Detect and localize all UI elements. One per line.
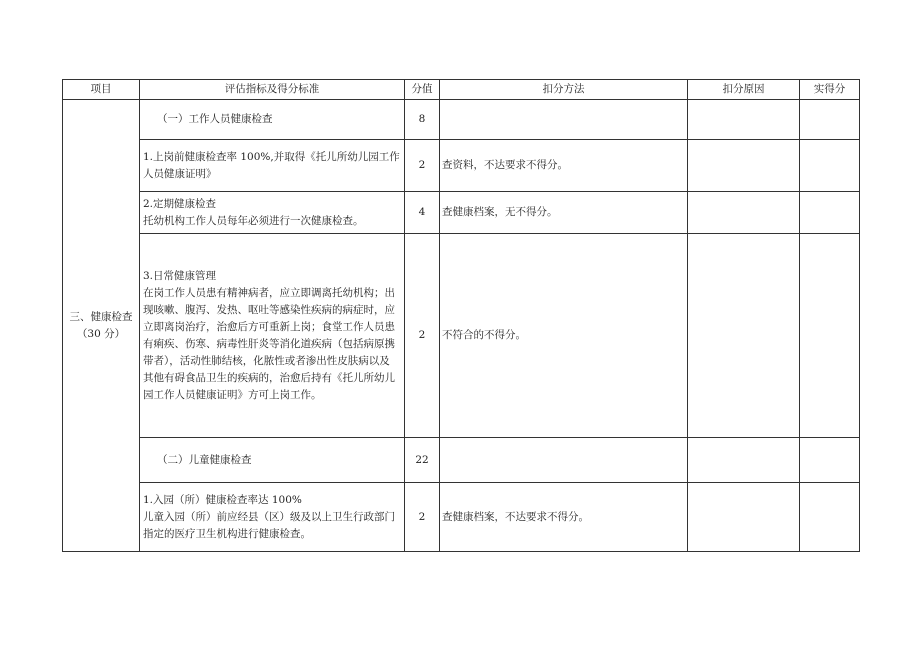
criteria-cell — [140, 100, 405, 140]
criteria-line: 托幼机构工作人员每年必须进行一次健康检查。 — [143, 214, 364, 227]
criteria-cell — [140, 192, 405, 234]
table-row — [63, 483, 860, 552]
actual-score-cell — [800, 234, 860, 438]
method-cell — [440, 100, 688, 140]
reason-cell — [688, 100, 800, 140]
actual-score-cell — [800, 483, 860, 552]
score-cell: 22 — [405, 438, 440, 483]
score-cell: 4 — [405, 192, 440, 234]
method-cell: 查健康档案，不达要求不得分。 — [440, 483, 688, 552]
header-actual: 实得分 — [800, 80, 860, 100]
criteria-heading: （一）工作人员健康检查 — [157, 113, 273, 125]
criteria-line: 园工作人员健康证明》方可上岗工作。 — [143, 388, 322, 401]
method-cell: 不符合的不得分。 — [440, 234, 688, 438]
score-cell: 2 — [405, 234, 440, 438]
method-cell: 查健康档案，无不得分。 — [440, 192, 688, 234]
criteria-line: 立即离岗治疗，治愈后方可重新上岗；食堂工作人员患 — [143, 320, 395, 333]
criteria-line: 现咳嗽、腹泻、发热、呕吐等感染性疾病的病症时，应 — [143, 303, 395, 316]
header-item: 项目 — [63, 80, 140, 100]
method-cell: 查资料，不达要求不得分。 — [440, 140, 688, 192]
actual-score-cell — [800, 438, 860, 483]
table-header-row — [63, 80, 860, 100]
evaluation-table — [62, 79, 860, 552]
reason-cell — [688, 438, 800, 483]
header-reason: 扣分原因 — [688, 80, 800, 100]
table-row — [63, 192, 860, 234]
actual-score-cell — [800, 140, 860, 192]
criteria-line: 有痢疾、伤寒、病毒性肝炎等消化道疾病（包括病原携 — [143, 337, 395, 350]
criteria-line: 带者），活动性肺结核，化脓性或者渗出性皮肤病以及 — [143, 354, 390, 367]
header-method: 扣分方法 — [440, 80, 688, 100]
score-cell: 8 — [405, 100, 440, 140]
criteria-line: 2.定期健康检查 — [143, 197, 217, 210]
section-points: （30 分） — [76, 327, 126, 340]
criteria-cell — [140, 140, 405, 192]
actual-score-cell — [800, 192, 860, 234]
table-row — [63, 234, 860, 438]
criteria-line: 儿童入园（所）前应经县（区）级及以上卫生行政部门 — [143, 510, 395, 523]
criteria-line: 1.上岗前健康检查率 100%,并取得《托儿所幼儿园工作 — [143, 150, 400, 163]
criteria-cell — [140, 438, 405, 483]
criteria-line: 其他有碍食品卫生的疾病的，治愈后持有《托儿所幼儿 — [143, 371, 395, 384]
criteria-cell — [140, 234, 405, 438]
criteria-line: 指定的医疗卫生机构进行健康检查。 — [143, 527, 311, 540]
section-cell — [63, 100, 140, 552]
section-name: 三、健康检查 — [69, 310, 133, 323]
score-cell: 2 — [405, 483, 440, 552]
reason-cell — [688, 140, 800, 192]
criteria-line: 3.日常健康管理 — [143, 269, 217, 282]
reason-cell — [688, 192, 800, 234]
criteria-cell — [140, 483, 405, 552]
table-row — [63, 140, 860, 192]
method-cell — [440, 438, 688, 483]
criteria-line: 人员健康证明》 — [143, 167, 217, 180]
criteria-heading: （二）儿童健康检查 — [157, 453, 252, 466]
reason-cell — [688, 234, 800, 438]
actual-score-cell — [800, 100, 860, 140]
criteria-line: 1.入园（所）健康检查率达 100% — [143, 493, 302, 506]
reason-cell — [688, 483, 800, 552]
header-score: 分值 — [405, 80, 440, 100]
table-row — [63, 100, 860, 140]
header-criteria: 评估指标及得分标准 — [140, 80, 405, 100]
criteria-line: 在岗工作人员患有精神病者，应立即调离托幼机构；出 — [143, 286, 395, 299]
score-cell: 2 — [405, 140, 440, 192]
table-row — [63, 438, 860, 483]
